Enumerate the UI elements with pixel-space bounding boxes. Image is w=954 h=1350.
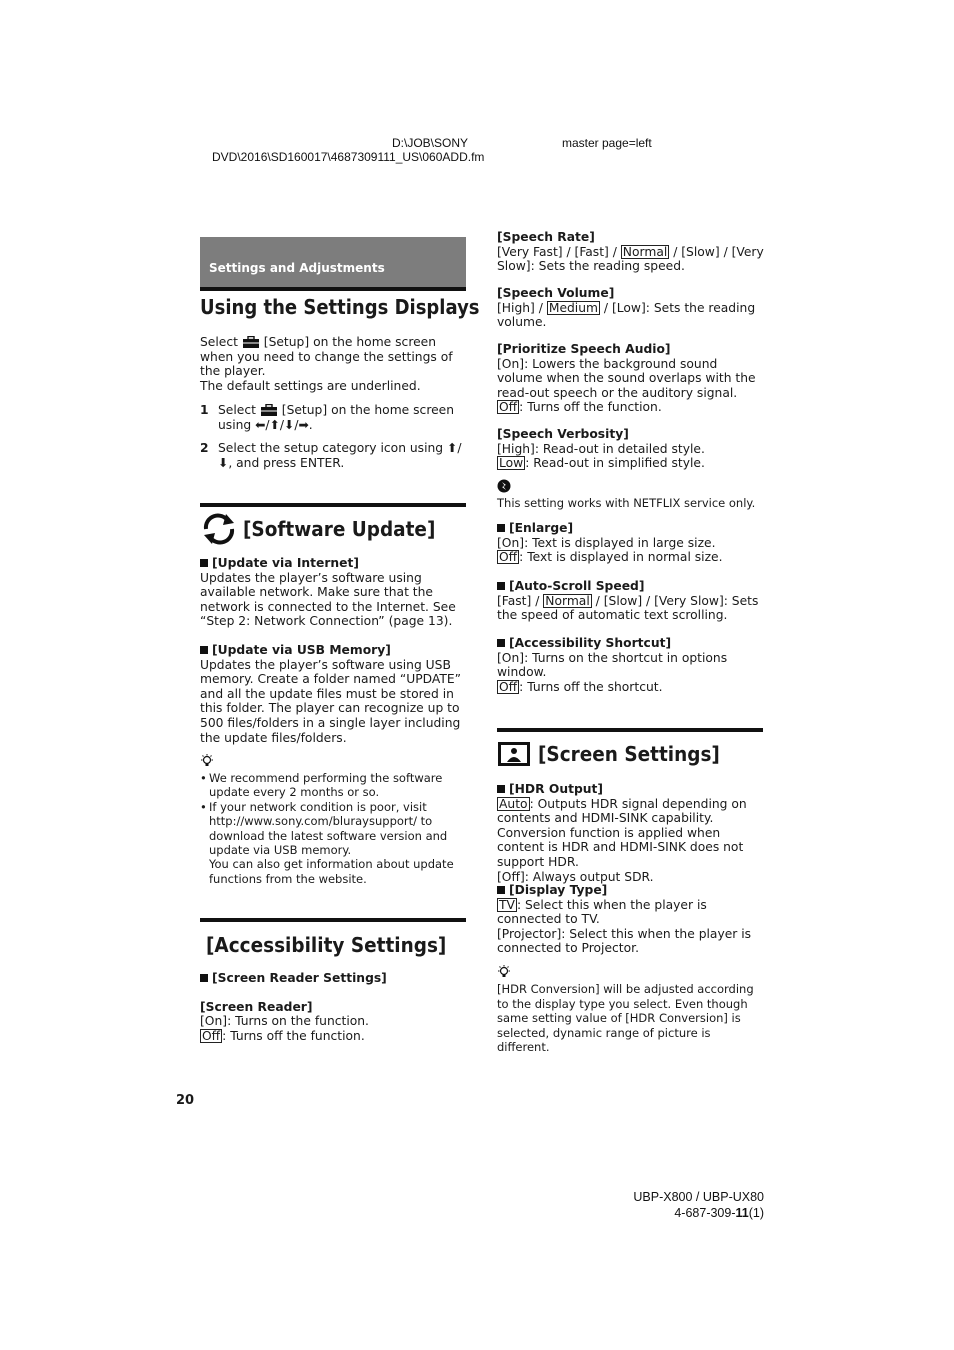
section-tab bbox=[200, 237, 466, 291]
accessibility-title: [Accessibility Settings] bbox=[206, 933, 447, 957]
page-number: 20 bbox=[176, 1093, 195, 1108]
steps bbox=[200, 403, 468, 470]
netflix-note: This setting works with NETFLIX service only. bbox=[497, 479, 765, 511]
auto-scroll-speed: [Auto-Scroll Speed] [Fast] / Normal / [Slow] / [Very Slow]: Sets the speed of automatic text scrolling. bbox=[497, 579, 759, 623]
intro bbox=[200, 335, 468, 393]
model-info bbox=[560, 1189, 764, 1221]
square-bullet-icon bbox=[497, 582, 505, 590]
square-bullet-icon bbox=[200, 974, 208, 982]
square-bullet-icon bbox=[497, 639, 505, 647]
model-name: UBP-X800 / UBP-UX80 bbox=[633, 1190, 764, 1204]
speech-rate: [Speech Rate] [Very Fast] / [Fast] / Normal / [Slow] / [Very Slow]: Sets the reading speed. bbox=[497, 230, 764, 274]
square-bullet-icon bbox=[497, 785, 505, 793]
refresh-icon bbox=[200, 512, 238, 546]
screen-icon bbox=[497, 740, 531, 768]
software-update-tips: • We recommend performing the software update every 2 months or so. • If your network condition is poor, visit http://www.sony.com/bluraysupport/ to download the latest software version and update via USB memory. You can also get information about update functions from the website. bbox=[200, 754, 468, 886]
speech-verbosity: [Speech Verbosity] [High]: Read-out in detailed style. Low : Read-out in simplified style. bbox=[497, 427, 705, 471]
software-update-heading bbox=[200, 503, 466, 546]
lightbulb-icon bbox=[200, 754, 468, 771]
accessibility-shortcut: [Accessibility Shortcut] [On]: Turns on the shortcut in options window. Off : Turns off the shortcut. bbox=[497, 636, 728, 694]
part-code: 4-687-309-11(1) bbox=[674, 1206, 764, 1220]
square-bullet-icon bbox=[497, 524, 505, 532]
intro-paragraph: Select [Setup] on the home screen when you need to change the settings of the player. bbox=[200, 335, 453, 379]
square-bullet-icon bbox=[200, 559, 208, 567]
file-path-line1: D:\JOB\SONY bbox=[391, 136, 468, 150]
toolbox-icon bbox=[260, 404, 278, 417]
square-bullet-icon bbox=[200, 646, 208, 654]
display-type: [Display Type] TV : Select this when the player is connected to TV. [Projector]: Select this when the player is connected to Projector. bbox=[497, 883, 752, 956]
accessibility-heading bbox=[200, 918, 466, 959]
up-down-arrows-icon: ⬆/⬇ bbox=[218, 441, 462, 470]
lightbulb-icon bbox=[497, 965, 765, 982]
step-1: 1 Select [Setup] on the home screen using ⬅/⬆/⬇/➡. bbox=[200, 403, 455, 432]
prioritize-speech-audio: [Prioritize Speech Audio] [On]: Lowers the background sound volume when the sound overlaps with the read-out speech or the auditory signal. Off : Turns off the function. bbox=[497, 342, 756, 415]
arrow-keys-icon: ⬅/⬆/⬇/➡ bbox=[255, 417, 309, 432]
master-page-label: master page=left bbox=[562, 136, 652, 150]
square-bullet-icon bbox=[497, 886, 505, 894]
display-type-tip: [HDR Conversion] will be adjusted according to the display type you select. Even though same setting value of [HDR Conversion] is selected, dynamic range of picture is different. bbox=[497, 965, 765, 1054]
section-tab-label: Settings and Adjustments bbox=[209, 261, 385, 275]
step-2: 2 Select the setup category icon using ⬆/⬇, and press ENTER. bbox=[200, 441, 462, 470]
intro-default-note: The default settings are underlined. bbox=[200, 378, 421, 393]
note-icon bbox=[497, 479, 765, 496]
screen-reader-settings: [Screen Reader Settings] [Screen Reader] [On]: Turns on the function. Off : Turns off the function. bbox=[200, 971, 387, 1043]
file-path bbox=[212, 136, 485, 164]
enlarge: [Enlarge] [On]: Text is displayed in large size. Off : Text is displayed in normal size. bbox=[497, 521, 723, 565]
update-via-usb: [Update via USB Memory] Updates the player’s software using USB memory. Create a folder named “UPDATE” and all the update files must be stored in this folder. The player can recognize up to 500 files/folders in a single layer including the update files/folders. bbox=[200, 643, 461, 745]
screen-settings-title: [Screen Settings] bbox=[538, 742, 720, 766]
toolbox-icon bbox=[242, 336, 260, 349]
page-title: Using the Settings Displays bbox=[200, 295, 480, 319]
update-via-internet: [Update via Internet] Updates the player’s software using available network. Make sure that the network is connected to the Internet. See “Step 2: Network Connection” (page 13). bbox=[200, 556, 456, 629]
software-update-title: [Software Update] bbox=[243, 517, 436, 541]
file-path-line2: DVD\2016\SD160017\4687309111_US\060ADD.fm bbox=[212, 150, 485, 164]
screen-settings-heading bbox=[497, 728, 763, 768]
speech-volume: [Speech Volume] [High] / Medium / [Low]: Sets the reading volume. bbox=[497, 286, 756, 330]
hdr-output: [HDR Output] Auto : Outputs HDR signal depending on contents and HDMI-SINK capability. Conversion function is applied when content is HDR and HDMI-SINK does not support HDR. [Off]: Always output SDR. bbox=[497, 782, 747, 884]
